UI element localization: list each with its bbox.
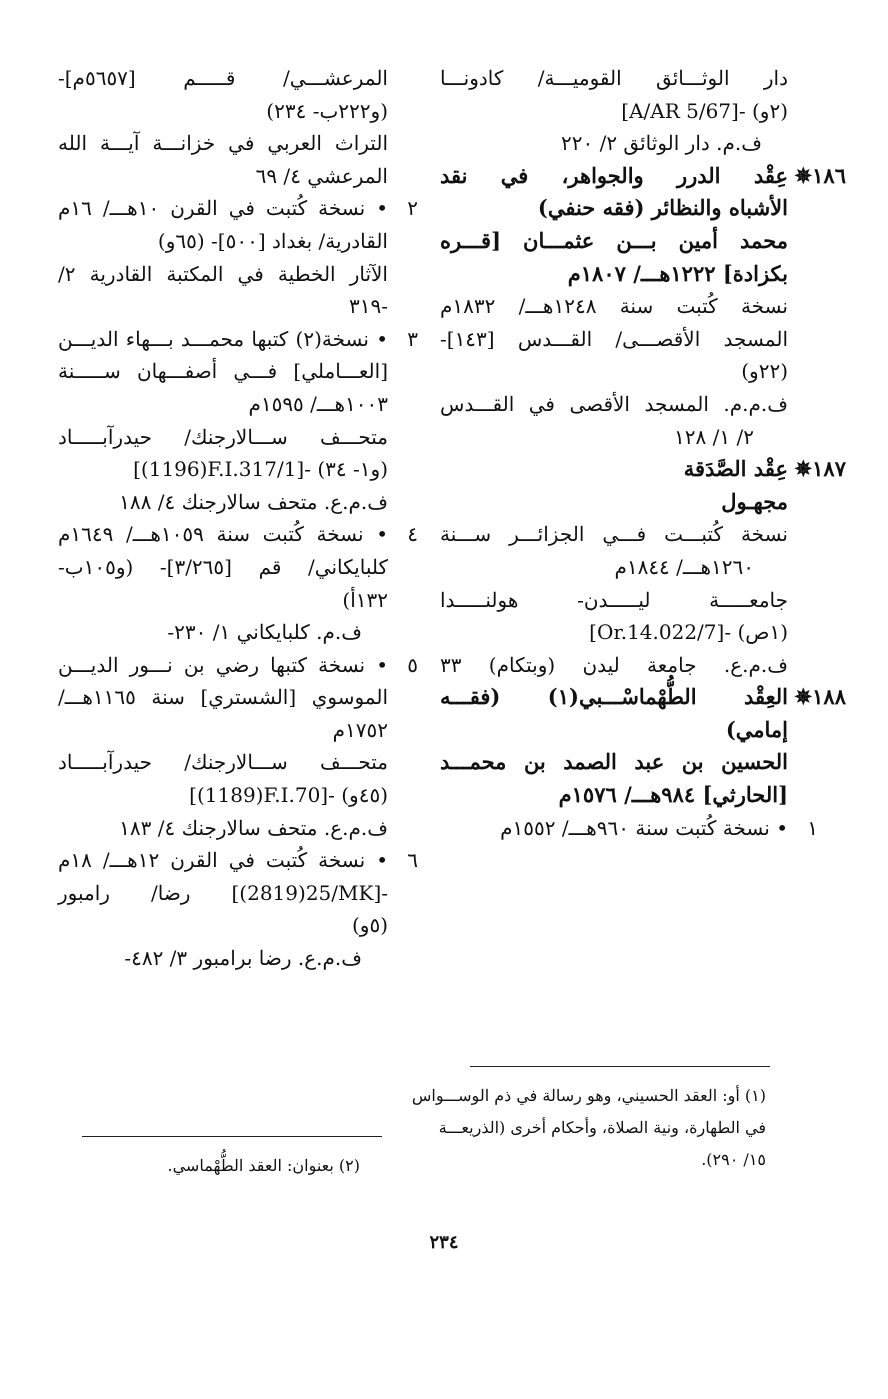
text-line: جامعـــــة ليـــــدن- هولنـــــدا	[440, 587, 788, 612]
text-line: كلبايكاني/ قم [٣/٢٦٥]- (و١٠٥ب-	[58, 554, 388, 579]
entry-title: العِقْد الطُّهْماسْـــبي(١) (فقـــه	[440, 684, 789, 710]
text-line	[440, 616, 788, 649]
item-number: ٥	[407, 652, 418, 677]
text-line: ف.م.ع. رضا برامبور ٣/ ٤٨٢-	[124, 946, 362, 971]
item-number: ٤	[407, 522, 418, 547]
text-line	[58, 453, 388, 486]
left-column	[58, 62, 418, 975]
entry-number: ١٨٦✵	[794, 162, 846, 188]
manuscript-item	[58, 192, 418, 225]
author-line: بكزادة] ١٢٢٢هـــ/ ١٨٠٧م	[567, 260, 788, 286]
text-line: متحـــف ســـالارجنك/ حيدرآبـــــاد	[58, 750, 388, 775]
item-text: • نسخة كُتبت في القرن ١٠هـــ/ ١٦م	[58, 196, 388, 221]
text-line: ١٢٦٠هـــ/ ١٨٤٤م	[614, 554, 754, 579]
text-line: القادرية/ بغداد [٥٠٠]- (٦٥و)	[157, 228, 388, 253]
footnote-divider	[470, 1066, 770, 1067]
item-text: • نسخة كُتبت سنة ٩٦٠هـــ/ ١٥٥٢م	[500, 815, 788, 840]
footnote-line: ١٥/ ٢٩٠).	[701, 1150, 766, 1169]
footnote-divider	[82, 1136, 382, 1137]
footnote-right	[411, 1080, 766, 1176]
text-line: ٢/ ١/ ١٢٨	[674, 424, 754, 449]
right-column	[440, 62, 846, 844]
entry-number: ١٨٨✵	[794, 684, 846, 710]
text-line: الآثار الخطية في المكتبة القادرية ٢/	[58, 261, 388, 286]
text-line: المرعشي ٤/ ٦٩	[255, 163, 388, 188]
item-text: • نسخة كتبها رضي بن نـــور الديـــن	[58, 652, 388, 677]
entry-number: ١٨٧✵	[794, 456, 846, 482]
text-line: (٥و)	[351, 913, 388, 938]
text-line: الموسوي [الشستري] سنة ١١٦٥هـــ/	[58, 685, 388, 710]
text-line: المسجد الأقصـــى/ القـــدس [١٤٣]-	[440, 326, 788, 351]
text-line: (و٢٢٢ب- ٢٣٤)	[266, 98, 388, 123]
text-line: ف.م. دار الوثائق ٢/ ٢٢٠	[560, 131, 762, 156]
item-text: • نسخة كُتبت سنة ١٠٥٩هـــ/ ١٦٤٩م	[58, 522, 388, 547]
manuscript-item	[58, 323, 418, 356]
text-line: دار الوثـــائق القوميـــة/ كادونـــا	[440, 66, 788, 90]
footnote-left	[40, 1150, 360, 1182]
item-text: • نسخة(٢) كتبها محمـــد بـــهاء الديـــن	[58, 326, 389, 351]
text-line	[58, 779, 388, 812]
footnote-line: (١) أو: العقد الحسيني، وهو رسالة في ذم الوســـواس	[411, 1086, 766, 1105]
text-line: ١٧٥٢م	[332, 717, 388, 742]
item-number: ٣	[407, 326, 418, 351]
text-line: نسخة كُتبـــت فـــي الجزائـــر ســـنة	[440, 522, 788, 547]
item-text: • نسخة كُتبت في القرن ١٢هـــ/ ١٨م	[58, 848, 388, 873]
author-line: مجهـول	[721, 488, 788, 514]
text-line: (٢٢و)	[741, 359, 788, 384]
shelfmark: [(1189)F.I.70]- (٤٥و)	[189, 783, 388, 808]
shelfmark: [A/AR 5/67]- (٢و)	[621, 98, 788, 123]
footnote-line: في الطهارة، ونية الصلاة، وأحكام أخرى (الذريعـــة	[438, 1118, 766, 1137]
author-line: محمد أمين بـــن عثمـــان [قـــره	[440, 227, 788, 253]
entry-title-cont: إمامي)	[725, 716, 788, 742]
page-number: ٢٣٤	[429, 1232, 459, 1253]
shelfmark: [(1196)F.I.317/1]- (و١- ٣٤)	[133, 457, 388, 482]
item-number: ٢	[407, 196, 418, 221]
text-line: ف.م.ع. متحف سالارجنك ٤/ ١٨٣	[119, 815, 388, 840]
text-line: ١٣٢أ)	[342, 587, 388, 612]
entry-heading-186	[440, 160, 846, 193]
text-line: ف.م. كلبايكاني ١/ ٢٣٠-	[167, 620, 362, 645]
entry-title-cont: الأشباه والنظائر (فقه حنفي)	[537, 195, 788, 221]
text-line: نسخة كُتبت سنة ١٢٤٨هـــ/ ١٨٣٢م	[440, 294, 788, 319]
text-line	[58, 877, 388, 910]
shelfmark: رضا/ رامبور [(2819)25/MK]-	[58, 880, 388, 905]
text-line: ١٠٠٣هـــ/ ١٥٩٥م	[248, 391, 388, 416]
text-line: متحـــف ســـالارجنك/ حيدرآبـــــاد	[58, 424, 388, 449]
entry-heading-187	[440, 453, 846, 486]
shelfmark: [Or.14.022/7]- (١ص)	[589, 620, 788, 645]
item-number: ١	[807, 815, 818, 840]
text-line: ف.م.م. المسجد الأقصى في القـــدس	[440, 391, 788, 416]
item-number: ٦	[407, 848, 418, 873]
text-line: التراث العربي في خزانـــة آيـــة الله	[58, 131, 388, 156]
text-line: ف.م.ع. متحف سالارجنك ٤/ ١٨٨	[119, 489, 388, 514]
author-line: الحسين بن عبد الصمد بن محمـــد	[440, 749, 788, 775]
entry-heading-188	[440, 681, 846, 714]
entry-title: عِقْد الدرر والجواهر، في نقد	[440, 162, 788, 188]
text-line: [العـــاملي] فـــي أصفـــهان ســـــنة	[58, 359, 388, 384]
text-line: المرعشـــي/ قـــــم [٥٦٥٧م]-	[58, 66, 388, 90]
manuscript-item	[58, 844, 418, 877]
text-line	[440, 95, 788, 128]
manuscript-item	[58, 649, 418, 682]
manuscript-item	[58, 518, 418, 551]
footnote-line: (٢) بعنوان: العقد الطُّهْماسي.	[167, 1156, 360, 1175]
entry-title: عِقْد الصَّدَقة	[683, 456, 788, 482]
author-line: [الحارثي] ٩٨٤هـــ/ ١٥٧٦م	[558, 782, 788, 808]
text-line: -٣١٩	[349, 294, 388, 319]
text-line: ف.م.ع. جامعة ليدن (وبتكام) ٣٣	[440, 652, 788, 677]
manuscript-item	[440, 812, 818, 845]
